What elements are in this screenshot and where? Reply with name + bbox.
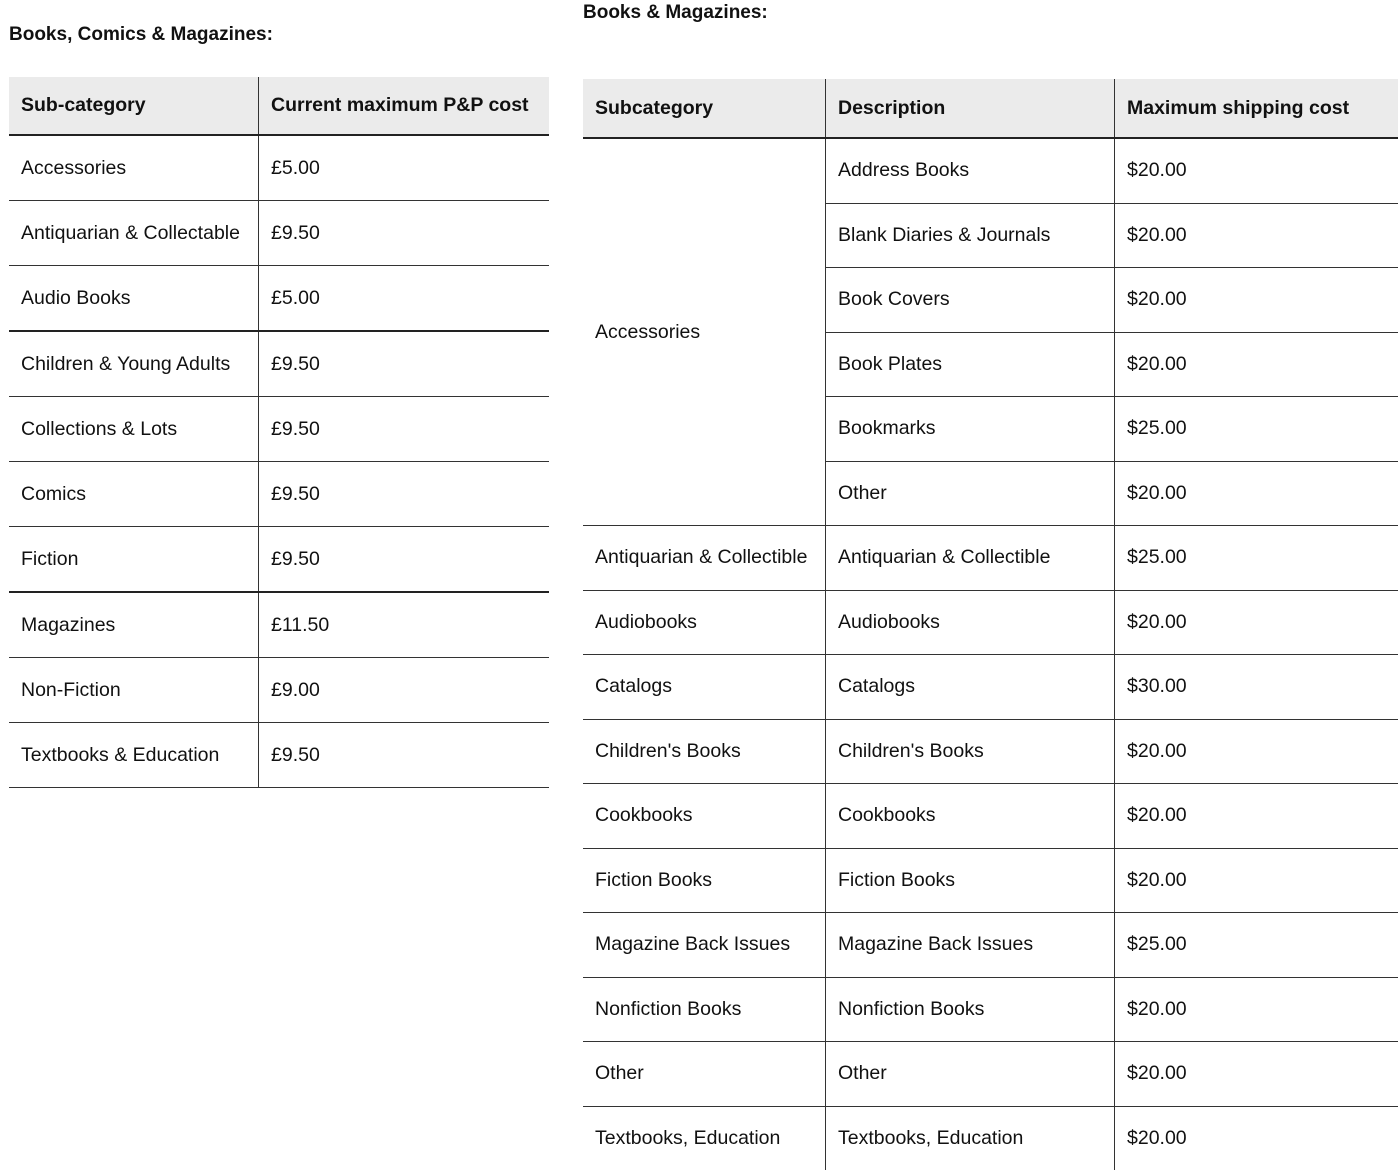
description-cell: Antiquarian & Collectible — [826, 526, 1115, 591]
left-table-title: Books, Comics & Magazines: — [9, 24, 273, 45]
pp-cost-cell: £9.50 — [259, 527, 550, 593]
shipping-cost-cell: $25.00 — [1115, 526, 1399, 591]
table-row — [9, 462, 549, 527]
shipping-cost-cell: $20.00 — [1115, 461, 1399, 526]
table-row — [583, 138, 1398, 203]
subcategory-cell: Audio Books — [9, 266, 259, 332]
pp-cost-cell: £5.00 — [259, 266, 550, 332]
table-row — [583, 590, 1398, 655]
pp-cost-cell: £9.50 — [259, 397, 550, 462]
table-row — [583, 848, 1398, 913]
description-cell: Other — [826, 461, 1115, 526]
table-row — [9, 658, 549, 723]
column-header-subcategory: Subcategory — [583, 79, 826, 138]
pp-cost-cell: £5.00 — [259, 135, 550, 201]
table-row — [9, 266, 549, 332]
shipping-cost-cell: $20.00 — [1115, 1042, 1399, 1107]
subcategory-cell: Catalogs — [583, 655, 826, 720]
table-row — [583, 913, 1398, 978]
subcategory-cell: Accessories — [9, 135, 259, 201]
column-header-description: Description — [826, 79, 1115, 138]
table-row — [9, 201, 549, 266]
description-cell: Textbooks, Education — [826, 1106, 1115, 1170]
subcategory-cell: Fiction — [9, 527, 259, 593]
table-row — [583, 784, 1398, 849]
description-cell: Book Plates — [826, 332, 1115, 397]
subcategory-cell: Children & Young Adults — [9, 331, 259, 397]
description-cell: Fiction Books — [826, 848, 1115, 913]
column-header-max-shipping-cost: Maximum shipping cost — [1115, 79, 1399, 138]
description-cell: Blank Diaries & Journals — [826, 203, 1115, 268]
shipping-cost-cell: $20.00 — [1115, 203, 1399, 268]
description-cell: Address Books — [826, 138, 1115, 203]
subcategory-cell: Comics — [9, 462, 259, 527]
shipping-cost-cell: $20.00 — [1115, 138, 1399, 203]
subcategory-cell: Non-Fiction — [9, 658, 259, 723]
subcategory-cell: Textbooks, Education — [583, 1106, 826, 1170]
uk-pp-cost-table — [9, 77, 549, 788]
subcategory-cell: Children's Books — [583, 719, 826, 784]
description-cell: Nonfiction Books — [826, 977, 1115, 1042]
description-cell: Book Covers — [826, 268, 1115, 333]
shipping-cost-cell: $20.00 — [1115, 268, 1399, 333]
us-shipping-cost-table — [583, 79, 1398, 1170]
shipping-cost-cell: $25.00 — [1115, 913, 1399, 978]
table-row — [583, 1042, 1398, 1107]
table-row — [9, 723, 549, 788]
description-cell: Other — [826, 1042, 1115, 1107]
table-row — [583, 977, 1398, 1042]
subcategory-cell: Magazine Back Issues — [583, 913, 826, 978]
table-header-row — [583, 79, 1398, 138]
shipping-cost-cell: $20.00 — [1127, 1126, 1187, 1149]
shipping-cost-cell: $20.00 — [1115, 590, 1399, 655]
table-row — [583, 655, 1398, 720]
table-row — [583, 526, 1398, 591]
table-row — [583, 719, 1398, 784]
subcategory-cell: Nonfiction Books — [583, 977, 826, 1042]
shipping-cost-cell: $20.00 — [1115, 332, 1399, 397]
description-cell: Cookbooks — [826, 784, 1115, 849]
shipping-cost-cell: $20.00 — [1115, 848, 1399, 913]
pp-cost-cell: £9.50 — [259, 201, 550, 266]
shipping-cost-cell: $20.00 — [1115, 977, 1399, 1042]
shipping-cost-cell: $25.00 — [1115, 397, 1399, 462]
table-row — [9, 135, 549, 201]
shipping-cost-cell: $20.00 — [1115, 719, 1399, 784]
column-header-max-pp-cost: Current maximum P&P cost — [259, 77, 550, 135]
pp-cost-cell: £11.50 — [259, 592, 550, 658]
subcategory-cell: Other — [583, 1042, 826, 1107]
description-cell: Catalogs — [826, 655, 1115, 720]
table-header-row — [9, 77, 549, 135]
subcategory-cell: Antiquarian & Collectable — [9, 201, 259, 266]
pp-cost-cell: £9.50 — [259, 462, 550, 527]
subcategory-cell: Magazines — [9, 592, 259, 658]
subcategory-cell: Fiction Books — [583, 848, 826, 913]
table-row — [9, 397, 549, 462]
pp-cost-cell: £9.00 — [259, 658, 550, 723]
subcategory-cell: Cookbooks — [583, 784, 826, 849]
right-table-title: Books & Magazines: — [583, 2, 768, 23]
column-header-subcategory: Sub-category — [9, 77, 259, 135]
table-row — [9, 331, 549, 397]
description-cell: Children's Books — [826, 719, 1115, 784]
description-cell: Audiobooks — [826, 590, 1115, 655]
table-row — [9, 527, 549, 593]
subcategory-cell: Collections & Lots — [9, 397, 259, 462]
description-cell: Bookmarks — [826, 397, 1115, 462]
subcategory-cell: Audiobooks — [583, 590, 826, 655]
pp-cost-cell: £9.50 — [259, 331, 550, 397]
table-row — [9, 592, 549, 658]
pp-cost-cell: £9.50 — [259, 723, 550, 788]
subcategory-cell: Textbooks & Education — [9, 723, 259, 788]
shipping-cost-cell: $20.00 — [1115, 784, 1399, 849]
shipping-cost-cell: $30.00 — [1115, 655, 1399, 720]
description-cell: Magazine Back Issues — [826, 913, 1115, 978]
table-row — [583, 1106, 1398, 1170]
subcategory-cell: Accessories — [583, 138, 826, 526]
subcategory-cell: Antiquarian & Collectible — [583, 526, 826, 591]
